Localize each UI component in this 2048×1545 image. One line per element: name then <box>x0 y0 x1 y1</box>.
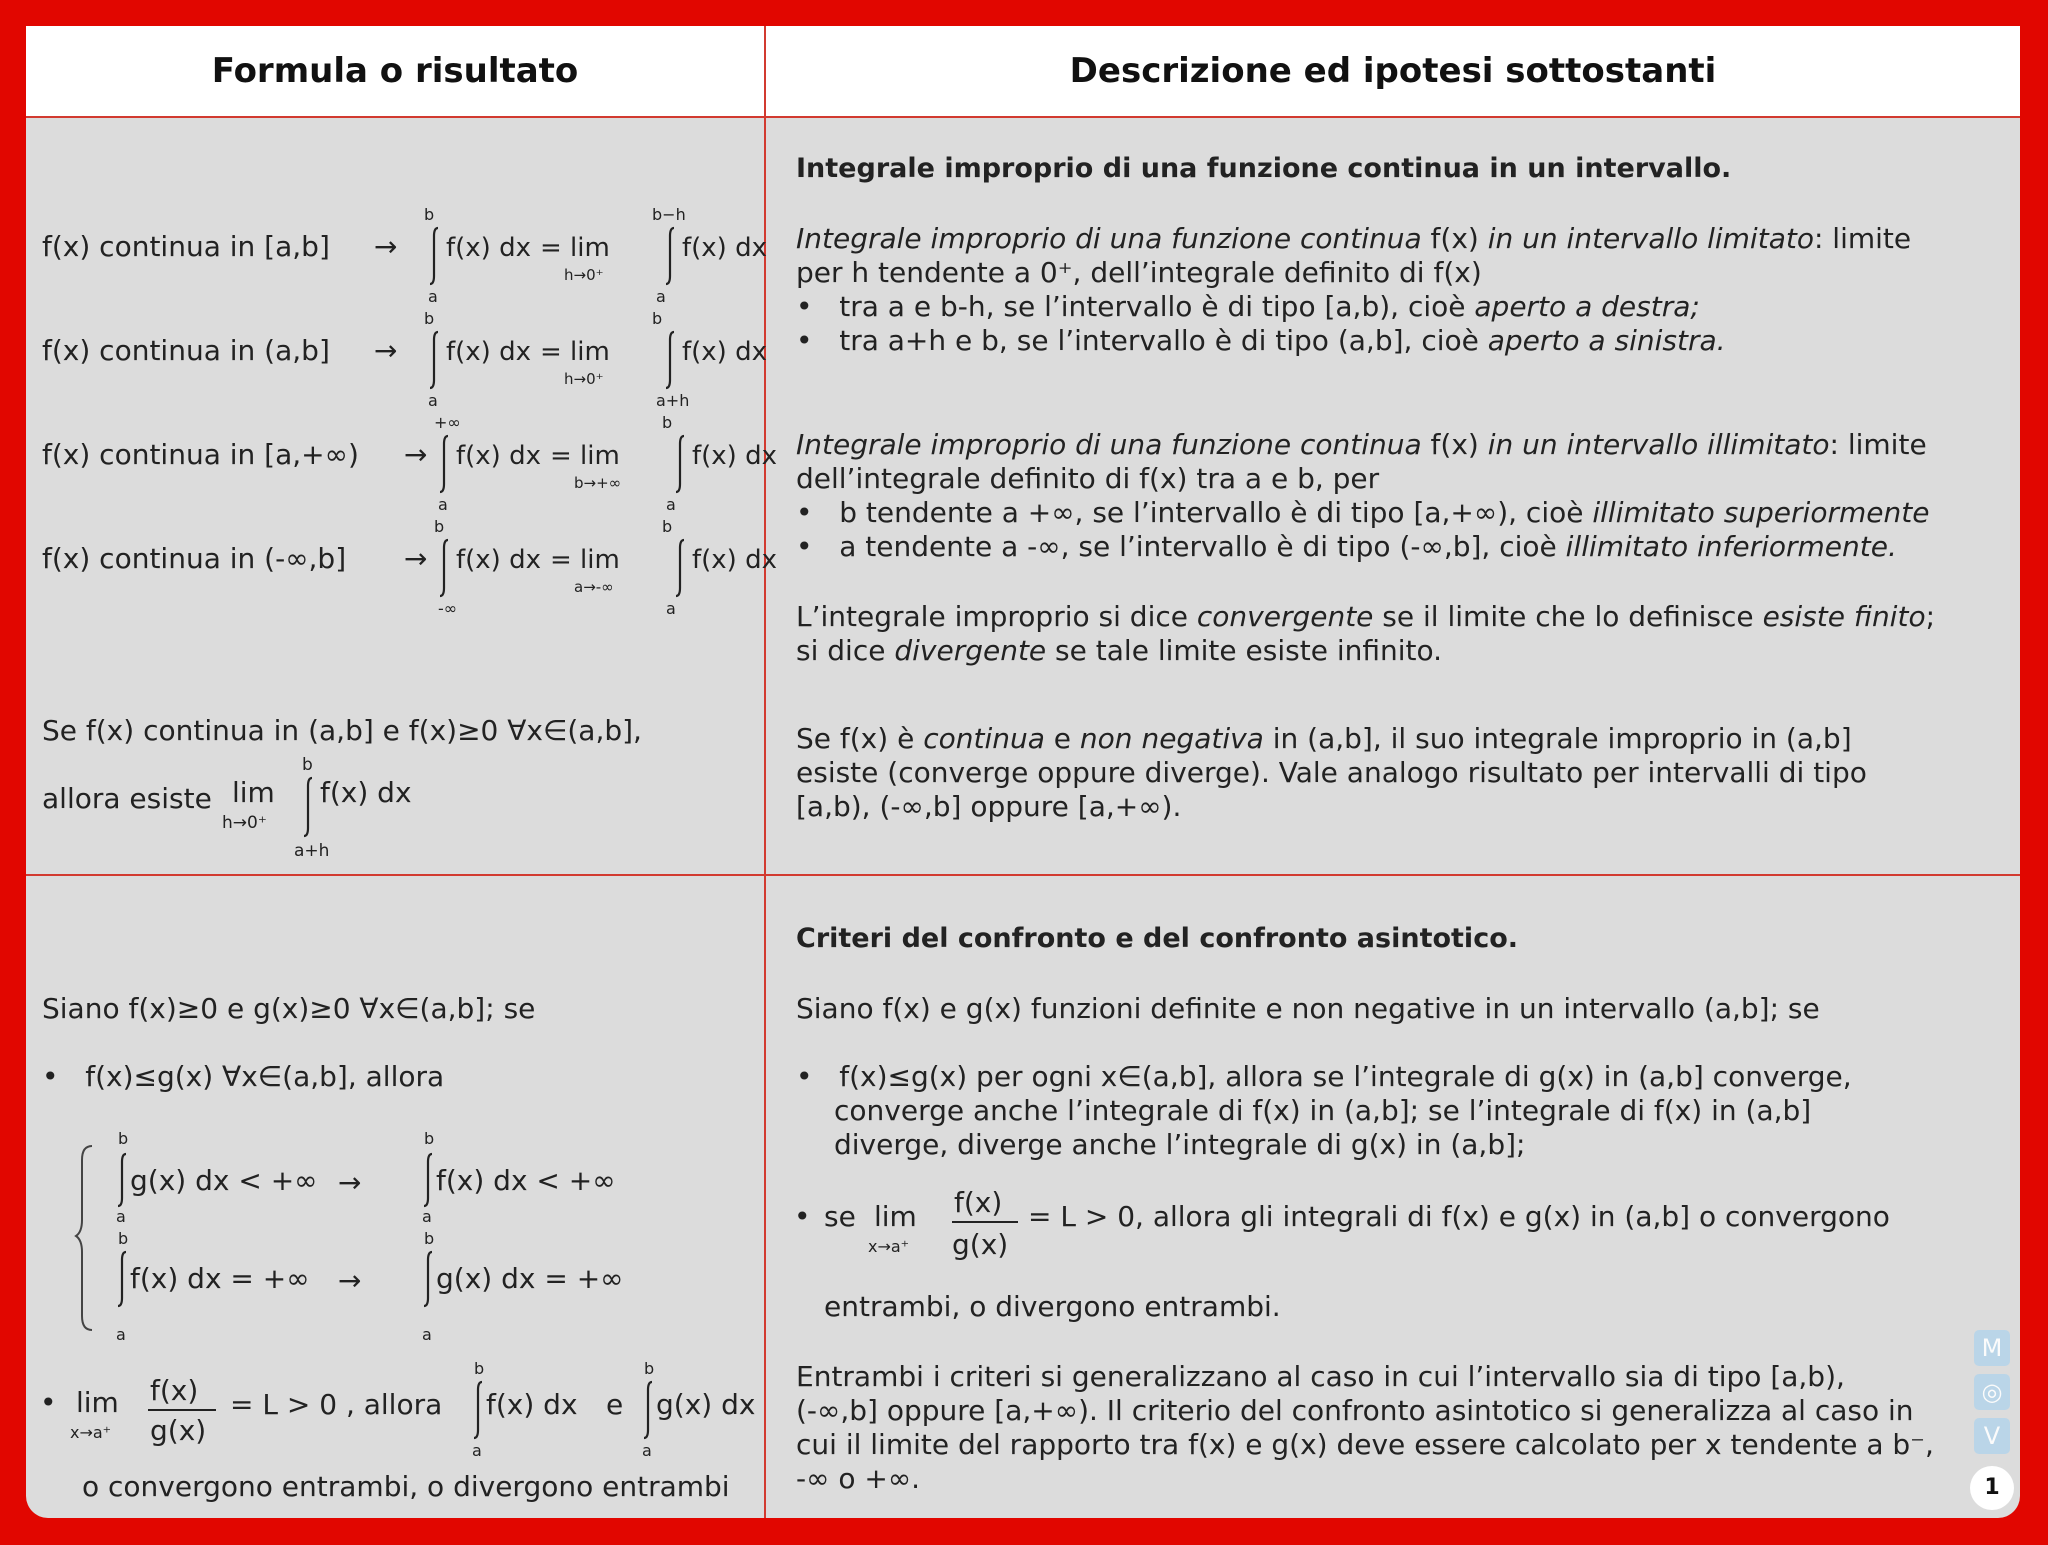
svg-text:•: • <box>794 1200 811 1233</box>
int1-top: b <box>434 517 445 536</box>
int-top: b <box>302 755 313 775</box>
integral-sign <box>304 778 312 836</box>
svg-text:= L > 0, allora gli integr: = L > 0, allora gli integrali di f(x) e g(x) in (a,b] o convergono <box>1028 1200 1890 1233</box>
allora-limit-integral <box>222 752 462 864</box>
svg-text:x→a⁺: x→a⁺ <box>70 1423 112 1442</box>
int2-bot: a <box>666 599 676 618</box>
lim-sub: b→+∞ <box>574 474 622 492</box>
svg-text:b: b <box>644 1359 655 1378</box>
implies-arrow: → <box>374 334 398 367</box>
equals: = <box>550 441 572 471</box>
svg-text:g(x) dx: g(x) dx <box>656 1388 756 1421</box>
formula-condition: f(x) continua in [a,b] <box>42 230 330 263</box>
svg-text:a: a <box>642 1441 652 1460</box>
lim: lim <box>232 776 275 809</box>
integral-sign <box>666 228 674 284</box>
svg-text:e: e <box>606 1388 624 1421</box>
int2-body: f(x) dx <box>692 545 777 575</box>
formula-row <box>26 198 767 310</box>
formula-row <box>26 510 777 622</box>
int2-top: b <box>662 413 673 432</box>
brace <box>76 1146 92 1330</box>
converge-diverge-left: o convergono entrambi, o divergono entrambi <box>82 1470 730 1503</box>
svg-text:a: a <box>116 1207 126 1226</box>
generalization-line1: Entrambi i criteri si generalizzano al caso in cui l’intervallo sia di tipo [a,b), <box>796 1360 1845 1393</box>
formula-condition: f(x) continua in [a,+∞) <box>42 438 359 471</box>
asymptotic-criterion-left <box>40 1356 760 1470</box>
svg-text:a: a <box>422 1207 432 1226</box>
sys1-lhs: g(x) dx < +∞ <box>130 1164 318 1197</box>
svg-text:f(x): f(x) <box>954 1186 1003 1219</box>
improper-integral-title: Integrale improprio di una funzione continua in un intervallo. <box>796 153 1732 184</box>
unbounded-para-line2: dell’integrale definito di f(x) tra a e b, per <box>796 462 1380 495</box>
generalization-line3: cui il limite del rapporto tra f(x) e g(x) deve essere calcolato per x tendente a b⁻, <box>796 1428 1934 1461</box>
int1-bot: a <box>438 495 448 514</box>
svg-text:b: b <box>424 1229 435 1248</box>
asymptotic-conclusion: entrambi, o divergono entrambi. <box>824 1290 1281 1323</box>
table-header <box>26 26 2020 118</box>
int1-top: +∞ <box>434 413 461 432</box>
generalization-line2: (-∞,b] oppure [a,+∞). Il criterio del confronto asintotico si generalizza al caso in <box>796 1394 1914 1427</box>
lim-sub: h→0⁺ <box>222 813 267 833</box>
formula-condition: f(x) continua in (-∞,b] <box>42 542 347 575</box>
svg-text:f(x): f(x) <box>150 1374 199 1407</box>
equals: = <box>540 337 562 367</box>
svg-text:g(x): g(x) <box>150 1414 207 1447</box>
svg-text:b: b <box>424 1129 435 1148</box>
lim-sub: a→-∞ <box>574 578 614 596</box>
integral-sign <box>440 436 448 492</box>
svg-text:g(x): g(x) <box>952 1228 1009 1261</box>
svg-text:•: • <box>40 1386 57 1419</box>
siano-right: Siano f(x) e g(x) funzioni definite e non negative in un intervallo (a,b]; se <box>796 992 1820 1025</box>
bullet-open-right: • tra a e b-h, se l’intervallo è di tipo [a,b), cioè aperto a destra; <box>796 290 1700 323</box>
int1-bot: -∞ <box>438 599 458 618</box>
svg-text:x→a⁺: x→a⁺ <box>868 1237 910 1256</box>
convergent-line2: si dice divergente se tale limite esiste infinito. <box>796 634 1443 667</box>
formula-condition: f(x) continua in (a,b] <box>42 334 330 367</box>
integral-sign <box>676 540 684 596</box>
equals: = <box>540 233 562 263</box>
implies-arrow: → <box>404 438 428 471</box>
implies-arrow: → <box>404 542 428 575</box>
int1-body: f(x) dx <box>446 233 531 263</box>
int-bot: a+h <box>294 841 330 861</box>
svg-text:→: → <box>338 1166 362 1199</box>
lim: lim <box>580 545 620 575</box>
side-menu-button[interactable]: M <box>1974 1330 2010 1366</box>
svg-text:a: a <box>116 1325 126 1344</box>
svg-text:a: a <box>472 1441 482 1460</box>
sys1-rhs: f(x) dx < +∞ <box>436 1164 616 1197</box>
int2-body: f(x) dx <box>682 233 767 263</box>
implies-arrow: → <box>374 230 398 263</box>
svg-text:b: b <box>118 1129 129 1148</box>
svg-text:a: a <box>422 1325 432 1344</box>
integral-sign <box>666 332 674 388</box>
side-down-button[interactable]: V <box>1974 1418 2010 1454</box>
int1-body: f(x) dx <box>446 337 531 367</box>
svg-text:b: b <box>474 1359 485 1378</box>
svg-text:b: b <box>118 1229 129 1248</box>
bullet-upper-unbounded: • b tendente a +∞, se l’intervallo è di tipo [a,+∞), cioè illimitato superiormente <box>796 496 1930 529</box>
nonnegative-line1: Se f(x) è continua e non negativa in (a,b], il suo integrale improprio in (a,b] <box>796 722 1852 755</box>
bullet-comparison-left: • f(x)≤g(x) ∀x∈(a,b], allora <box>42 1060 445 1093</box>
int2-bot: a <box>666 495 676 514</box>
svg-text:se: se <box>824 1200 856 1233</box>
int1-bot: a <box>428 287 438 306</box>
int2-top: b <box>652 309 663 328</box>
svg-text:→: → <box>338 1264 362 1297</box>
siano-left: Siano f(x)≥0 e g(x)≥0 ∀x∈(a,b]; se <box>42 992 536 1025</box>
int2-bot: a+h <box>656 391 690 410</box>
table-card <box>26 26 2020 1518</box>
bounded-para-line1: Integrale improprio di una funzione continua f(x) in un intervallo limitato: limite <box>796 222 1912 255</box>
generalization-line4: -∞ o +∞. <box>796 1462 921 1495</box>
int2-top: b <box>662 517 673 536</box>
se-condition: Se f(x) continua in (a,b] e f(x)≥0 ∀x∈(a,b], <box>42 714 642 747</box>
header-formula: Formula o risultato <box>211 51 579 91</box>
int1-body: f(x) dx <box>456 545 541 575</box>
svg-text:lim: lim <box>874 1200 917 1233</box>
comparison-bullet-line1: • f(x)≤g(x) per ogni x∈(a,b], allora se l’integrale di g(x) in (a,b] converge, <box>796 1060 1852 1093</box>
comparison-title: Criteri del confronto e del confronto asintotico. <box>796 923 1518 954</box>
bullet-lower-unbounded: • a tendente a -∞, se l’intervallo è di tipo (-∞,b], cioè illimitato inferiormente. <box>796 530 1897 563</box>
int1-body: f(x) dx <box>456 441 541 471</box>
int2-body: f(x) dx <box>682 337 767 367</box>
integral-sign <box>430 332 438 388</box>
nonnegative-line2: esiste (converge oppure diverge). Vale analogo risultato per intervalli di tipo <box>796 756 1867 789</box>
bullet-open-left: • tra a+h e b, se l’intervallo è di tipo (a,b], cioè aperto a sinistra. <box>796 324 1726 357</box>
svg-text:lim: lim <box>76 1386 119 1419</box>
lim-sub: h→0⁺ <box>564 266 604 284</box>
nonnegative-line3: [a,b), (-∞,b] oppure [a,+∞). <box>796 790 1182 823</box>
lim: lim <box>570 337 610 367</box>
int1-top: b <box>424 205 435 224</box>
comparison-system <box>76 1126 636 1360</box>
allora-esiste: allora esiste <box>42 782 212 815</box>
page-number: 1 <box>1970 1466 2014 1510</box>
int2-top: b−h <box>652 205 686 224</box>
int1-bot: a <box>428 391 438 410</box>
int-body: f(x) dx <box>320 776 412 809</box>
comparison-bullet-line2: converge anche l’integrale di f(x) in (a,b]; se l’integrale di f(x) in (a,b] <box>834 1094 1812 1127</box>
lim: lim <box>570 233 610 263</box>
side-target-button[interactable]: ◎ <box>1974 1374 2010 1410</box>
bounded-para-line2: per h tendente a 0⁺, dell’integrale definito di f(x) <box>796 256 1482 289</box>
formula-row <box>26 302 767 414</box>
int1-top: b <box>424 309 435 328</box>
header-description: Descrizione ed ipotesi sottostanti <box>1069 51 1717 91</box>
asymptotic-criterion-right <box>794 1168 1994 1272</box>
convergent-line1: L’integrale improprio si dice convergente se il limite che lo definisce esiste finito; <box>796 600 1936 633</box>
int2-body: f(x) dx <box>692 441 777 471</box>
lim: lim <box>580 441 620 471</box>
unbounded-para-line1: Integrale improprio di una funzione continua f(x) in un intervallo illimitato: limite <box>796 428 1927 461</box>
row-divider <box>26 874 2020 876</box>
equals: = <box>550 545 572 575</box>
sys2-rhs: g(x) dx = +∞ <box>436 1262 624 1295</box>
svg-text:= L > 0 , allora: = L > 0 , allora <box>230 1388 443 1421</box>
integral-sign <box>676 436 684 492</box>
svg-text:f(x) dx: f(x) dx <box>486 1388 578 1421</box>
int2-bot: a <box>656 287 666 306</box>
lim-sub: h→0⁺ <box>564 370 604 388</box>
integral-sign <box>440 540 448 596</box>
integral-sign <box>430 228 438 284</box>
formula-row <box>26 406 777 518</box>
comparison-bullet-line3: diverge, diverge anche l’integrale di g(x) in (a,b]; <box>834 1128 1526 1161</box>
sys2-lhs: f(x) dx = +∞ <box>130 1262 310 1295</box>
